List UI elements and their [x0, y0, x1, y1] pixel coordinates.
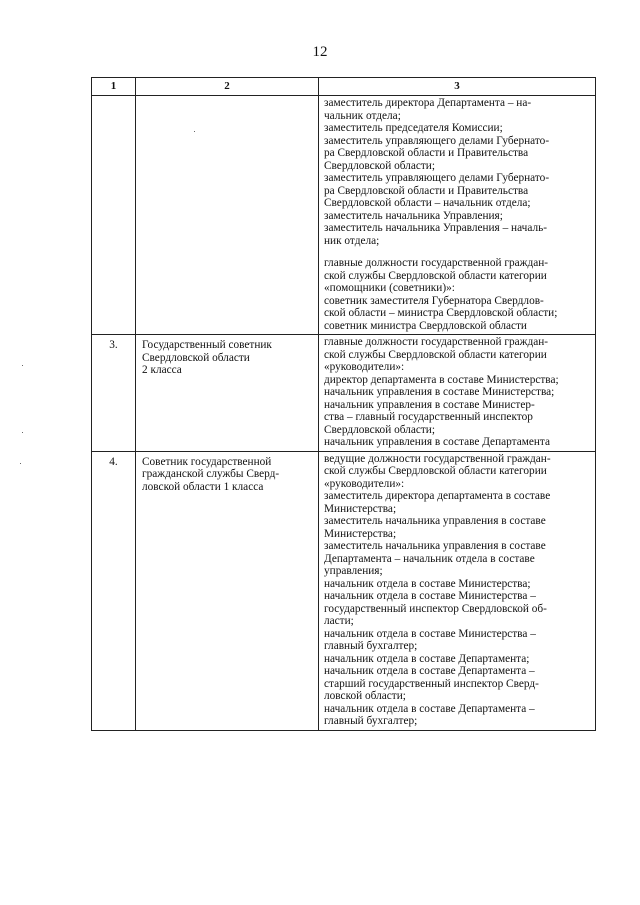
paragraph-gap	[324, 247, 591, 257]
position-line: начальник отдела в составе Департамента –	[324, 665, 535, 677]
rank-line: Советник государственной	[142, 455, 272, 468]
rank-cell	[136, 451, 319, 730]
column-header: 2	[136, 78, 319, 96]
column-header: 1	[92, 78, 136, 96]
row-number	[92, 96, 136, 335]
position-line: заместитель начальника управления в составе	[324, 540, 546, 552]
rank-cell	[136, 96, 319, 335]
position-line: начальник отдела в составе Департамента –	[324, 702, 535, 715]
positions-cell	[319, 335, 596, 452]
positions-cell	[319, 451, 596, 730]
position-line: заместитель начальника Управления – началь-	[324, 222, 548, 234]
table-row	[92, 451, 596, 730]
scan-speck	[22, 432, 23, 433]
position-line: заместитель управляющего делами Губернато-	[324, 134, 550, 147]
position-line: управления;	[324, 565, 383, 577]
rank-line: ловской области 1 класса	[142, 480, 264, 493]
rank-line: 2 класса	[142, 364, 182, 376]
position-line: государственный инспектор Свердловской об-	[324, 602, 547, 615]
table-header-row	[92, 78, 596, 96]
position-line: ской службы Свердловской области категории	[324, 465, 547, 477]
position-line: ра Свердловской области и Правительства	[324, 184, 529, 197]
scan-speck	[22, 365, 23, 366]
position-line: Министерства;	[324, 502, 397, 515]
position-line: советник министра Свердловской области	[324, 319, 527, 332]
position-line: ской службы Свердловской области категории	[324, 348, 547, 361]
position-line: заместитель начальника Управления;	[324, 209, 503, 222]
position-line: ласти;	[324, 615, 354, 627]
position-line: старший государственный инспектор Сверд-	[324, 677, 539, 690]
scan-speck	[20, 463, 21, 464]
position-line: советник заместителя Губернатора Свердлов-	[324, 294, 544, 307]
position-line: ра Свердловской области и Правительства	[324, 147, 529, 159]
position-line: начальник отдела в составе Департамента;	[324, 652, 530, 665]
position-line: ства – главный государственный инспектор	[324, 411, 533, 423]
rank-line: Государственный советник	[142, 339, 272, 351]
row-number: 4.	[92, 451, 136, 730]
ranks-table	[91, 77, 596, 731]
position-line: начальник управления в составе Министерства;	[324, 386, 555, 398]
position-line: заместитель управляющего делами Губернато-	[324, 172, 550, 184]
position-line: Свердловской области;	[324, 423, 435, 436]
position-line: ведущие должности государственной граждан-	[324, 452, 551, 465]
column-header: 3	[319, 78, 596, 96]
position-line: начальник отдела в составе Министерства;	[324, 577, 531, 590]
position-line: заместитель директора департамента в составе	[324, 490, 551, 502]
rank-line: Свердловской области	[142, 351, 250, 364]
table-row	[92, 96, 596, 335]
position-line: начальник отдела в составе Министерства –	[324, 627, 536, 640]
position-line: «помощники (советники)»:	[324, 282, 455, 294]
position-line: ской службы Свердловской области категории	[324, 269, 547, 282]
position-line: начальник управления в составе Департамента	[324, 436, 551, 448]
position-line: начальник отдела в составе Министерства –	[324, 590, 536, 602]
position-line: ской области – министра Свердловской области;	[324, 307, 558, 319]
position-line: начальник управления в составе Министер-	[324, 398, 535, 411]
position-line: Свердловской области;	[324, 159, 435, 172]
position-line: директор департамента в составе Министерства;	[324, 373, 559, 386]
position-line: Свердловской области – начальник отдела;	[324, 197, 531, 209]
position-line: Министерства;	[324, 527, 397, 540]
position-line: Департамента – начальник отдела в составе	[324, 552, 535, 565]
row-number: 3.	[92, 335, 136, 452]
position-line: чальник отдела;	[324, 109, 401, 122]
table-row	[92, 335, 596, 452]
position-line: ловской области;	[324, 690, 406, 702]
position-line: заместитель директора Департамента – на-	[324, 97, 532, 109]
position-line: главные должности государственной граждан-	[324, 336, 549, 348]
position-line: «руководители»:	[324, 477, 405, 490]
position-line: главный бухгалтер;	[324, 640, 418, 652]
rank-cell	[136, 335, 319, 452]
position-line: заместитель председателя Комиссии;	[324, 122, 503, 134]
page-number: 12	[312, 44, 328, 60]
position-line: главный бухгалтер;	[324, 715, 418, 727]
position-line: заместитель начальника управления в составе	[324, 515, 546, 527]
position-line: ник отдела;	[324, 234, 380, 247]
position-line: главные должности государственной граждан-	[324, 257, 549, 269]
rank-line: гражданской службы Сверд-	[142, 468, 280, 480]
positions-cell	[319, 96, 596, 335]
position-line: «руководители»:	[324, 361, 405, 373]
